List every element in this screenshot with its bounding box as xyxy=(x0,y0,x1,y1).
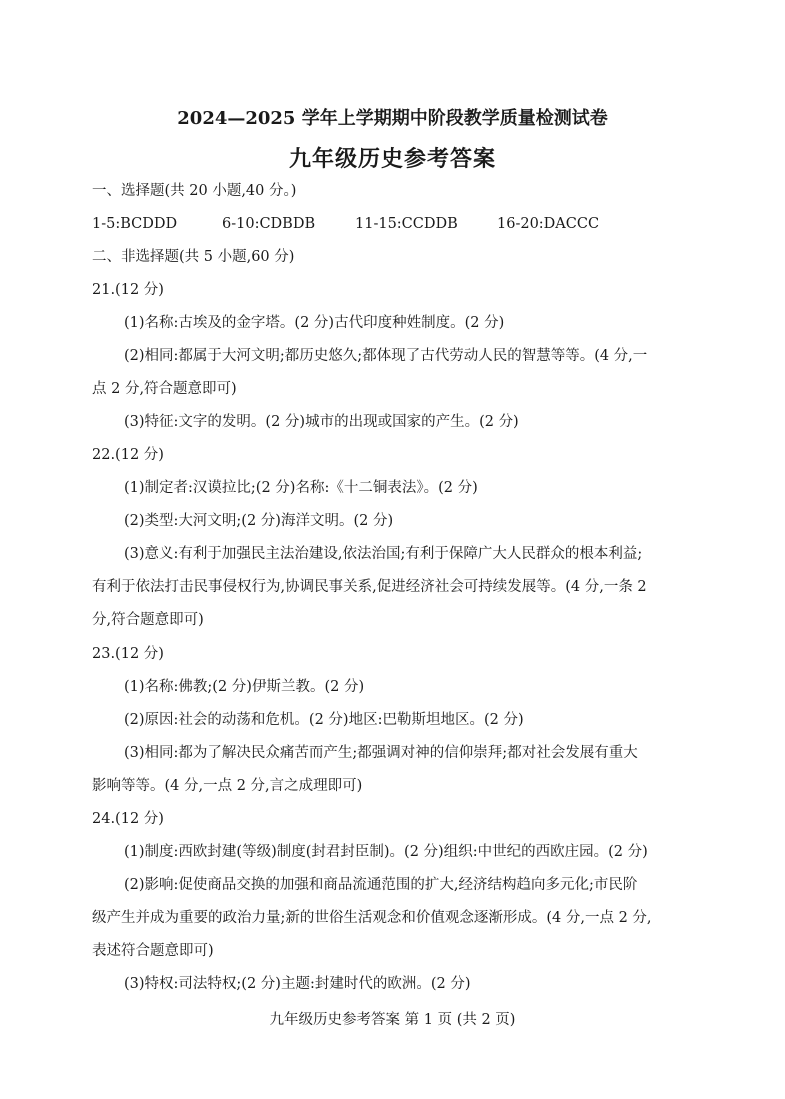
q22-answer-1: (1)制定者:汉谟拉比;(2 分)名称:《十二铜表法》。(2 分) xyxy=(124,480,478,496)
q22-answer-2: (2)类型:大河文明;(2 分)海洋文明。(2 分) xyxy=(124,513,394,529)
answer-key-title: 九年级历史参考答案 xyxy=(288,146,496,172)
q22-answer-3-line1: (3)意义:有利于加强民主法治建设,依法治国;有利于保障广大人民群众的根本利益; xyxy=(124,546,643,562)
q21-number: 21.(12 分) xyxy=(92,282,164,298)
q23-answer-2: (2)原因:社会的动荡和危机。(2 分)地区:巴勒斯坦地区。(2 分) xyxy=(124,712,524,728)
q24-answer-2-line1: (2)影响:促使商品交换的加强和商品流通范围的扩大,经济结构趋向多元化;市民阶 xyxy=(124,877,638,893)
q22-answer-3-line2: 有利于依法打击民事侵权行为,协调民事关系,促进经济社会可持续发展等。(4 分,一条 2 xyxy=(92,579,647,595)
q21-answer-2-line1: (2)相同:都属于大河文明;都历史悠久;都体现了古代劳动人民的智慧等等。(4 分,一 xyxy=(124,348,648,364)
exam-title: 2024—2025 学年上学期期中阶段教学质量检测试卷 xyxy=(177,108,608,129)
q23-number: 23.(12 分) xyxy=(92,646,164,662)
q24-answer-2-line3: 表述符合题意即可) xyxy=(92,943,214,959)
page-footer: 九年级历史参考答案 第 1 页 (共 2 页) xyxy=(269,1012,516,1028)
q23-answer-1: (1)名称:佛教;(2 分)伊斯兰教。(2 分) xyxy=(124,679,365,695)
q22-answer-3-line3: 分,符合题意即可) xyxy=(92,612,204,628)
q21-answer-3: (3)特征:文字的发明。(2 分)城市的出现或国家的产生。(2 分) xyxy=(124,414,519,430)
q24-answer-1: (1)制度:西欧封建(等级)制度(封君封臣制)。(2 分)组织:中世纪的西欧庄园。(2 分) xyxy=(124,844,648,860)
q23-answer-3-line2: 影响等等。(4 分,一点 2 分,言之成理即可) xyxy=(92,778,363,794)
mc-answers-11-15: 11-15:CCDDB xyxy=(355,216,458,232)
q21-answer-2-line2: 点 2 分,符合题意即可) xyxy=(92,381,237,397)
q24-answer-3: (3)特权:司法特权;(2 分)主题:封建时代的欧洲。(2 分) xyxy=(124,976,471,992)
mc-answers-6-10: 6-10:CDBDB xyxy=(222,216,316,232)
section1-heading: 一、选择题(共 20 小题,40 分。) xyxy=(92,183,297,199)
q21-answer-1: (1)名称:古埃及的金字塔。(2 分)古代印度种姓制度。(2 分) xyxy=(124,315,505,331)
q24-number: 24.(12 分) xyxy=(92,811,164,827)
section2-heading: 二、非选择题(共 5 小题,60 分) xyxy=(92,249,295,265)
q24-answer-2-line2: 级产生并成为重要的政治力量;新的世俗生活观念和价值观念逐渐形成。(4 分,一点 2 分, xyxy=(92,910,652,926)
q23-answer-3-line1: (3)相同:都为了解决民众痛苦而产生;都强调对神的信仰崇拜;都对社会发展有重大 xyxy=(124,745,638,761)
mc-answers-1-5: 1-5:BCDDD xyxy=(92,216,178,232)
mc-answers-16-20: 16-20:DACCC xyxy=(497,216,600,232)
q22-number: 22.(12 分) xyxy=(92,447,164,463)
